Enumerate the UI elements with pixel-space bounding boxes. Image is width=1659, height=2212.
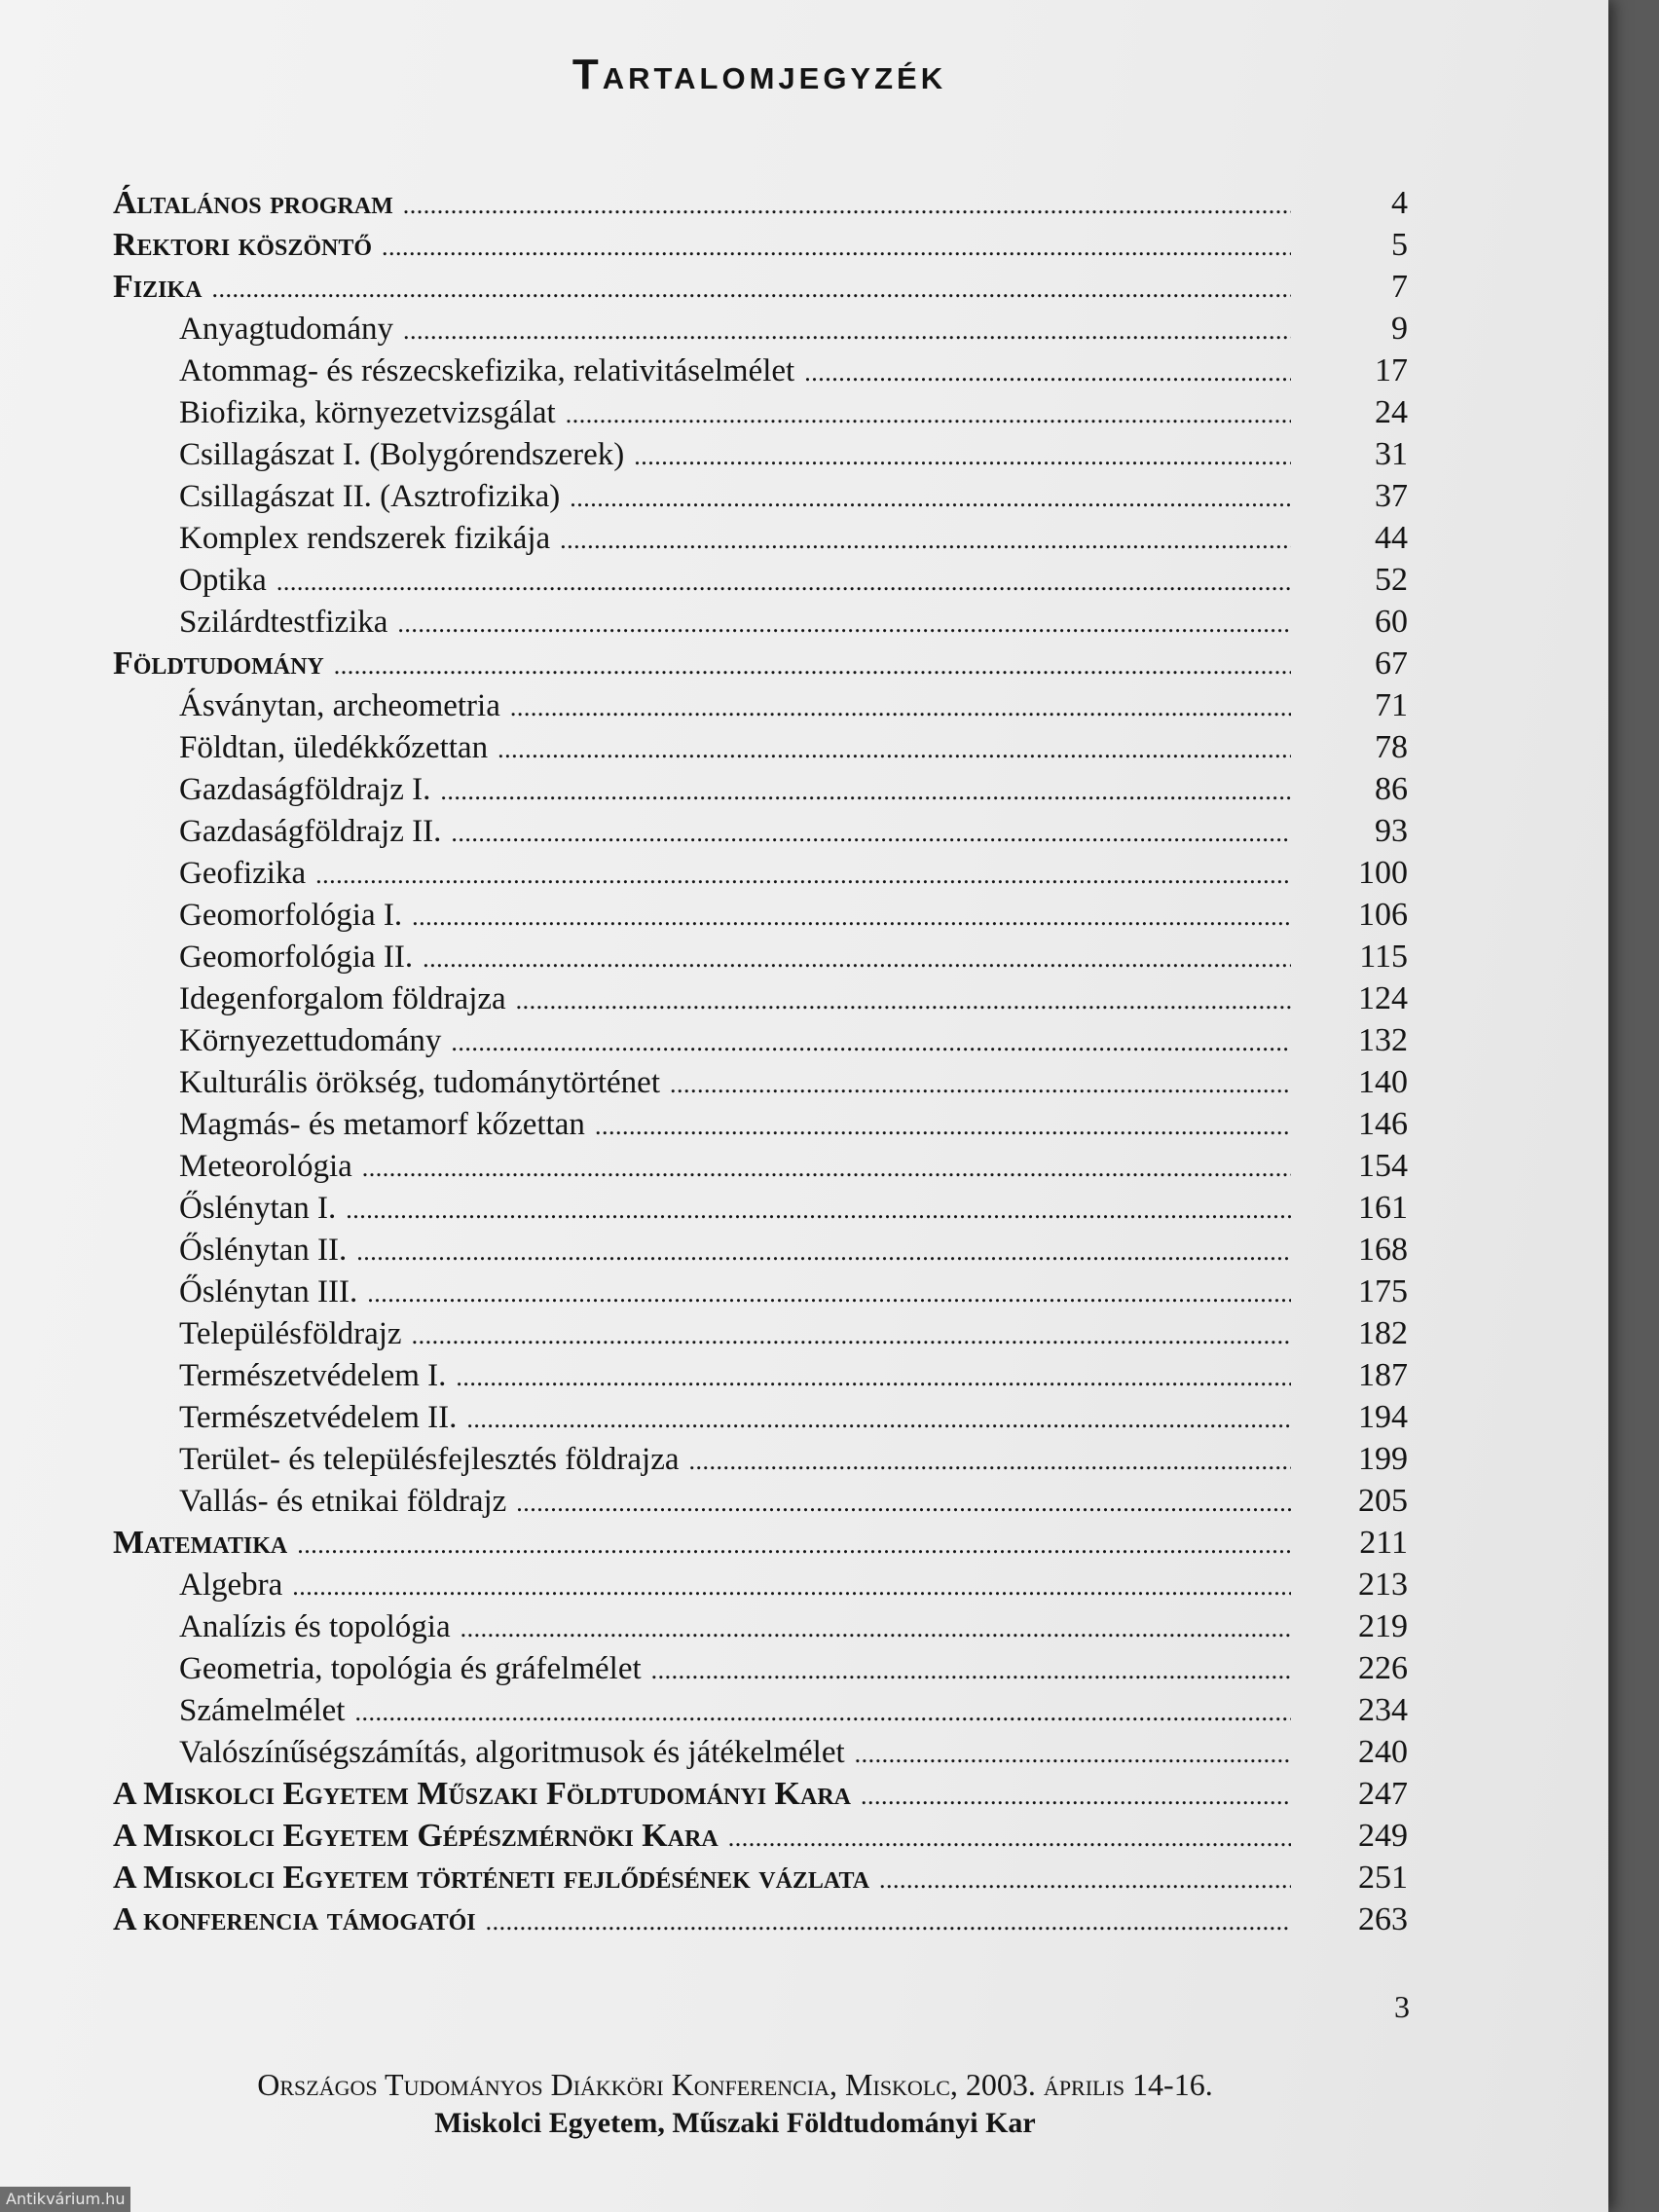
toc-entry-label: Településföldrajz <box>179 1316 402 1351</box>
toc-entry-label: Csillagászat I. (Bolygórendszerek) <box>179 437 625 472</box>
toc-dot-leader <box>461 1607 1291 1649</box>
toc-dot-leader <box>297 1524 1291 1566</box>
toc-entry-page: 115 <box>1359 939 1408 975</box>
toc-entry-page: 5 <box>1391 227 1408 263</box>
toc-entry <box>113 1019 1408 1061</box>
footer-institution-line: Miskolci Egyetem, Műszaki Földtudományi Kar <box>434 2107 1036 2139</box>
toc-entry-label: A Miskolci Egyetem történeti fejlődésének vázlata <box>113 1860 870 1896</box>
watermark: Antikvárium.hu <box>0 2187 130 2212</box>
toc-entry <box>113 1857 1408 1899</box>
toc-entry-label: Geomorfológia I. <box>179 898 403 933</box>
toc-entry-label: Valószínűségszámítás, algoritmusok és játékelmélet <box>179 1735 845 1770</box>
toc-entry-label: Gazdaságföldrajz II. <box>179 814 442 849</box>
toc-dot-leader <box>346 1189 1291 1231</box>
toc-entry <box>113 643 1408 684</box>
toc-dot-leader <box>510 686 1291 728</box>
toc-entry-label: Analízis és topológia <box>179 1609 451 1644</box>
toc-dot-leader <box>560 519 1291 561</box>
toc-dot-leader <box>367 1272 1291 1314</box>
toc-entry-page: 263 <box>1358 1901 1408 1937</box>
toc-entry <box>113 1647 1408 1689</box>
toc-entry-page: 71 <box>1375 687 1408 723</box>
toc-entry-label: Terület- és településfejlesztés földrajza <box>179 1442 680 1477</box>
toc-entry-page: 106 <box>1358 897 1408 933</box>
toc-dot-leader <box>861 1775 1291 1817</box>
toc-entry-label: Természetvédelem II. <box>179 1400 458 1435</box>
toc-entry-page: 86 <box>1375 771 1408 807</box>
toc-entry <box>113 1438 1408 1480</box>
toc-entry-label: Ásványtan, archeometria <box>179 688 500 723</box>
toc-entry-label: Geofizika <box>179 856 307 891</box>
toc-entry <box>113 1354 1408 1396</box>
toc-entry-page: 251 <box>1358 1860 1408 1896</box>
toc-entry <box>113 350 1408 391</box>
toc-entry-label: Őslénytan III. <box>179 1274 358 1309</box>
toc-entry-page: 154 <box>1358 1148 1408 1184</box>
toc-dot-leader <box>362 1147 1291 1189</box>
toc-entry-page: 187 <box>1358 1357 1408 1393</box>
toc-entry-label: Magmás- és metamorf kőzettan <box>179 1107 585 1142</box>
toc-dot-leader <box>315 854 1291 896</box>
toc-entry-page: 194 <box>1358 1399 1408 1435</box>
toc-entry-page: 44 <box>1375 520 1408 556</box>
toc-entry <box>113 977 1408 1019</box>
toc-dot-leader <box>855 1733 1291 1775</box>
toc-entry-page: 9 <box>1391 311 1408 347</box>
toc-entry-label: Idegenforgalom földrajza <box>179 981 506 1016</box>
toc-entry-label: A Miskolci Egyetem Gépészmérnöki Kara <box>113 1818 719 1854</box>
toc-entry <box>113 1689 1408 1731</box>
toc-dot-leader <box>440 770 1291 812</box>
toc-dot-leader <box>689 1440 1291 1482</box>
toc-entry <box>113 559 1408 601</box>
toc-entry-page: 4 <box>1391 185 1408 221</box>
toc-entry <box>113 1773 1408 1815</box>
toc-entry-label: Csillagászat II. (Asztrofizika) <box>179 479 561 514</box>
toc-entry-label: Geomorfológia II. <box>179 940 414 975</box>
toc-entry-page: 67 <box>1375 645 1408 682</box>
toc-dot-leader <box>356 1231 1291 1272</box>
toc-entry-label: Vallás- és etnikai földrajz <box>179 1484 507 1519</box>
toc-entry-label: Gazdaságföldrajz I. <box>179 772 431 807</box>
toc-entry <box>113 1815 1408 1857</box>
toc-entry-page: 182 <box>1358 1315 1408 1351</box>
toc-dot-leader <box>403 184 1291 226</box>
toc-entry <box>113 266 1408 308</box>
toc-entry-page: 52 <box>1375 562 1408 598</box>
toc-entry <box>113 1396 1408 1438</box>
toc-dot-leader <box>382 226 1291 268</box>
toc-dot-leader <box>566 393 1291 435</box>
toc-dot-leader <box>728 1817 1291 1859</box>
toc-entry-label: Fizika <box>113 269 203 305</box>
toc-entry <box>113 684 1408 726</box>
toc-dot-leader <box>276 561 1291 603</box>
toc-entry <box>113 1271 1408 1312</box>
toc-dot-leader <box>595 1105 1291 1147</box>
toc-entry-label: A konferencia támogatói <box>113 1901 476 1937</box>
toc-dot-leader <box>451 812 1291 854</box>
toc-dot-leader <box>570 477 1291 519</box>
toc-entry <box>113 182 1408 224</box>
toc-dot-leader <box>670 1063 1291 1105</box>
toc-entry-page: 213 <box>1358 1567 1408 1603</box>
toc-dot-leader <box>397 603 1291 645</box>
toc-dot-leader <box>651 1649 1291 1691</box>
toc-entry-page: 249 <box>1358 1818 1408 1854</box>
toc-entry-label: Őslénytan I. <box>179 1191 337 1226</box>
toc-entry-page: 37 <box>1375 478 1408 514</box>
toc-entry-label: Komplex rendszerek fizikája <box>179 521 551 556</box>
toc-dot-leader <box>634 435 1291 477</box>
toc-entry-label: Környezettudomány <box>179 1023 442 1058</box>
toc-entry <box>113 391 1408 433</box>
toc-dot-leader <box>451 1021 1291 1063</box>
toc-entry-label: Algebra <box>179 1567 283 1603</box>
toc-entry <box>113 726 1408 768</box>
toc-entry-page: 7 <box>1391 269 1408 305</box>
toc-entry <box>113 1480 1408 1522</box>
toc-entry-label: Általános program <box>113 185 393 221</box>
toc-entry-label: Szilárdtestfizika <box>179 605 388 640</box>
toc-entry-page: 140 <box>1358 1064 1408 1100</box>
toc-entry-page: 226 <box>1358 1650 1408 1686</box>
toc-entry <box>113 1899 1408 1940</box>
toc-entry <box>113 1145 1408 1187</box>
toc-dot-leader <box>412 1314 1291 1356</box>
toc-entry <box>113 1187 1408 1229</box>
toc-entry <box>113 810 1408 852</box>
toc-entry-page: 199 <box>1358 1441 1408 1477</box>
toc-dot-leader <box>354 1691 1291 1733</box>
toc-dot-leader <box>403 310 1291 351</box>
toc-entry-label: Optika <box>179 563 267 598</box>
toc-entry <box>113 475 1408 517</box>
toc-entry <box>113 224 1408 266</box>
toc-entry-label: Természetvédelem I. <box>179 1358 447 1393</box>
toc-entry <box>113 433 1408 475</box>
toc-entry <box>113 601 1408 643</box>
toc-entry-page: 93 <box>1375 813 1408 849</box>
toc-entry <box>113 517 1408 559</box>
toc-entry <box>113 852 1408 894</box>
toc-entry-label: Földtudomány <box>113 645 324 682</box>
toc-entry <box>113 1522 1408 1564</box>
toc-entry-page: 17 <box>1375 352 1408 388</box>
toc-dot-leader <box>456 1356 1291 1398</box>
toc-entry-label: Anyagtudomány <box>179 312 393 347</box>
toc-entry-label: Atommag- és részecskefizika, relativitáselmélet <box>179 353 795 388</box>
toc-entry <box>113 1229 1408 1271</box>
toc-entry-page: 234 <box>1358 1692 1408 1728</box>
toc-dot-leader <box>412 896 1291 938</box>
toc-entry <box>113 1061 1408 1103</box>
toc-entry-page: 132 <box>1358 1022 1408 1058</box>
toc-entry-page: 161 <box>1358 1190 1408 1226</box>
toc-entry <box>113 1103 1408 1145</box>
toc-entry-page: 100 <box>1358 855 1408 891</box>
toc-dot-leader <box>486 1900 1291 1942</box>
toc-entry-label: Kulturális örökség, tudománytörténet <box>179 1065 660 1100</box>
toc-entry-page: 31 <box>1375 436 1408 472</box>
toc-entry <box>113 1564 1408 1605</box>
toc-entry-label: Számelmélet <box>179 1693 346 1728</box>
toc-entry-page: 175 <box>1358 1273 1408 1309</box>
toc-dot-leader <box>334 645 1291 686</box>
toc-entry-label: Biofizika, környezetvizsgálat <box>179 395 556 430</box>
toc-entry-page: 240 <box>1358 1734 1408 1770</box>
toc-dot-leader <box>292 1566 1291 1607</box>
toc-entry <box>113 308 1408 350</box>
toc-entry-page: 60 <box>1375 604 1408 640</box>
toc-entry-page: 219 <box>1358 1608 1408 1644</box>
toc-entry <box>113 1731 1408 1773</box>
toc-entry-label: A Miskolci Egyetem Műszaki Földtudományi Kara <box>113 1776 851 1812</box>
footer <box>0 2067 1470 2140</box>
toc-dot-leader <box>466 1398 1291 1440</box>
toc-entry-page: 205 <box>1358 1483 1408 1519</box>
toc-entry <box>113 768 1408 810</box>
toc-entry-page: 146 <box>1358 1106 1408 1142</box>
toc-dot-leader <box>804 351 1291 393</box>
toc-dot-leader <box>516 1482 1291 1524</box>
toc-entry-label: Földtan, üledékkőzettan <box>179 730 489 765</box>
page-title: Tartalomjegyzék <box>571 51 947 98</box>
toc-entry-page: 211 <box>1359 1525 1408 1561</box>
toc-entry-page: 168 <box>1358 1232 1408 1268</box>
toc-entry-page: 78 <box>1375 729 1408 765</box>
toc-dot-leader <box>516 979 1291 1021</box>
toc-entry-page: 247 <box>1358 1776 1408 1812</box>
toc-dot-leader <box>423 938 1291 979</box>
footer-conference-line: Országos Tudományos Diákköri Konferencia, Miskolc, 2003. április 14-16. <box>257 2067 1213 2102</box>
toc-entry <box>113 936 1408 977</box>
toc-entry-label: Matematika <box>113 1525 288 1561</box>
toc-entry <box>113 1312 1408 1354</box>
toc-entry <box>113 894 1408 936</box>
toc-dot-leader <box>498 728 1291 770</box>
toc-dot-leader <box>879 1859 1291 1900</box>
toc-entry-label: Meteorológia <box>179 1149 352 1184</box>
toc-entry-label: Geometria, topológia és gráfelmélet <box>179 1651 642 1686</box>
toc-entry-label: Rektori köszöntő <box>113 227 373 263</box>
toc-entry <box>113 1605 1408 1647</box>
toc-dot-leader <box>211 268 1291 310</box>
toc-entry-page: 124 <box>1358 980 1408 1016</box>
toc-entry-page: 24 <box>1375 394 1408 430</box>
table-of-contents <box>113 182 1408 1940</box>
toc-entry-label: Őslénytan II. <box>179 1233 348 1268</box>
page-number: 3 <box>1394 1989 1410 2024</box>
